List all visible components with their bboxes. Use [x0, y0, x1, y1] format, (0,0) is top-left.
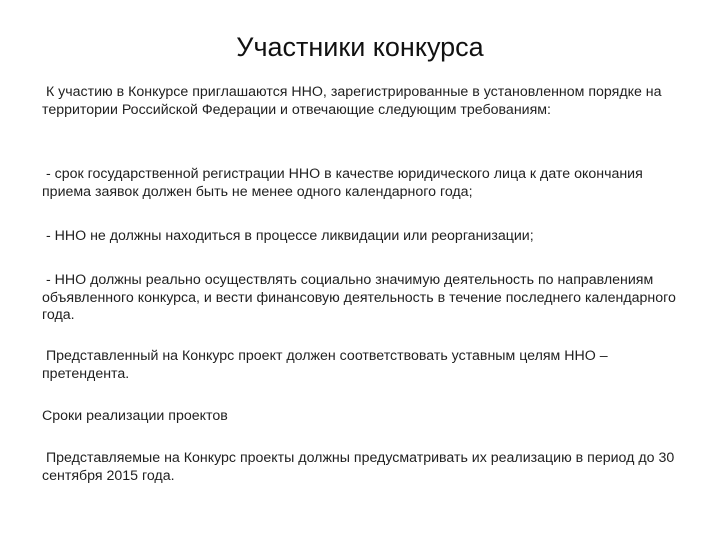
paragraph-project-goals: Представленный на Конкурс проект должен соответствовать уставным целям ННО – претендента.: [42, 348, 612, 382]
paragraph-implementation-period: Представляемые на Конкурс проекты должны предусматривать их реализацию в период до 30 сентября 2015 года.: [42, 450, 679, 484]
slide-title: Участники конкурса: [236, 32, 484, 62]
paragraph-no-liquidation: - ННО не должны находиться в процессе ликвидации или реорганизации;: [42, 228, 534, 244]
paragraph-registration-term: - срок государственной регистрации ННО в качестве юридического лица к дате окончания приема заявок должен быть не менее одного календарного года;: [42, 166, 647, 200]
paragraph-project-terms-heading: Сроки реализации проектов: [42, 408, 228, 424]
paragraph-activity-requirement: - ННО должны реально осуществлять социально значимую деятельность по направлениям объявленного конкурса, и вести финансовую деятельность в течение последнего календарного года.: [42, 272, 680, 323]
paragraph-invitation: К участию в Конкурсе приглашаются ННО, зарегистрированные в установленном порядке на территории Российской Федерации и отвечающие следующим требованиям:: [42, 84, 666, 118]
